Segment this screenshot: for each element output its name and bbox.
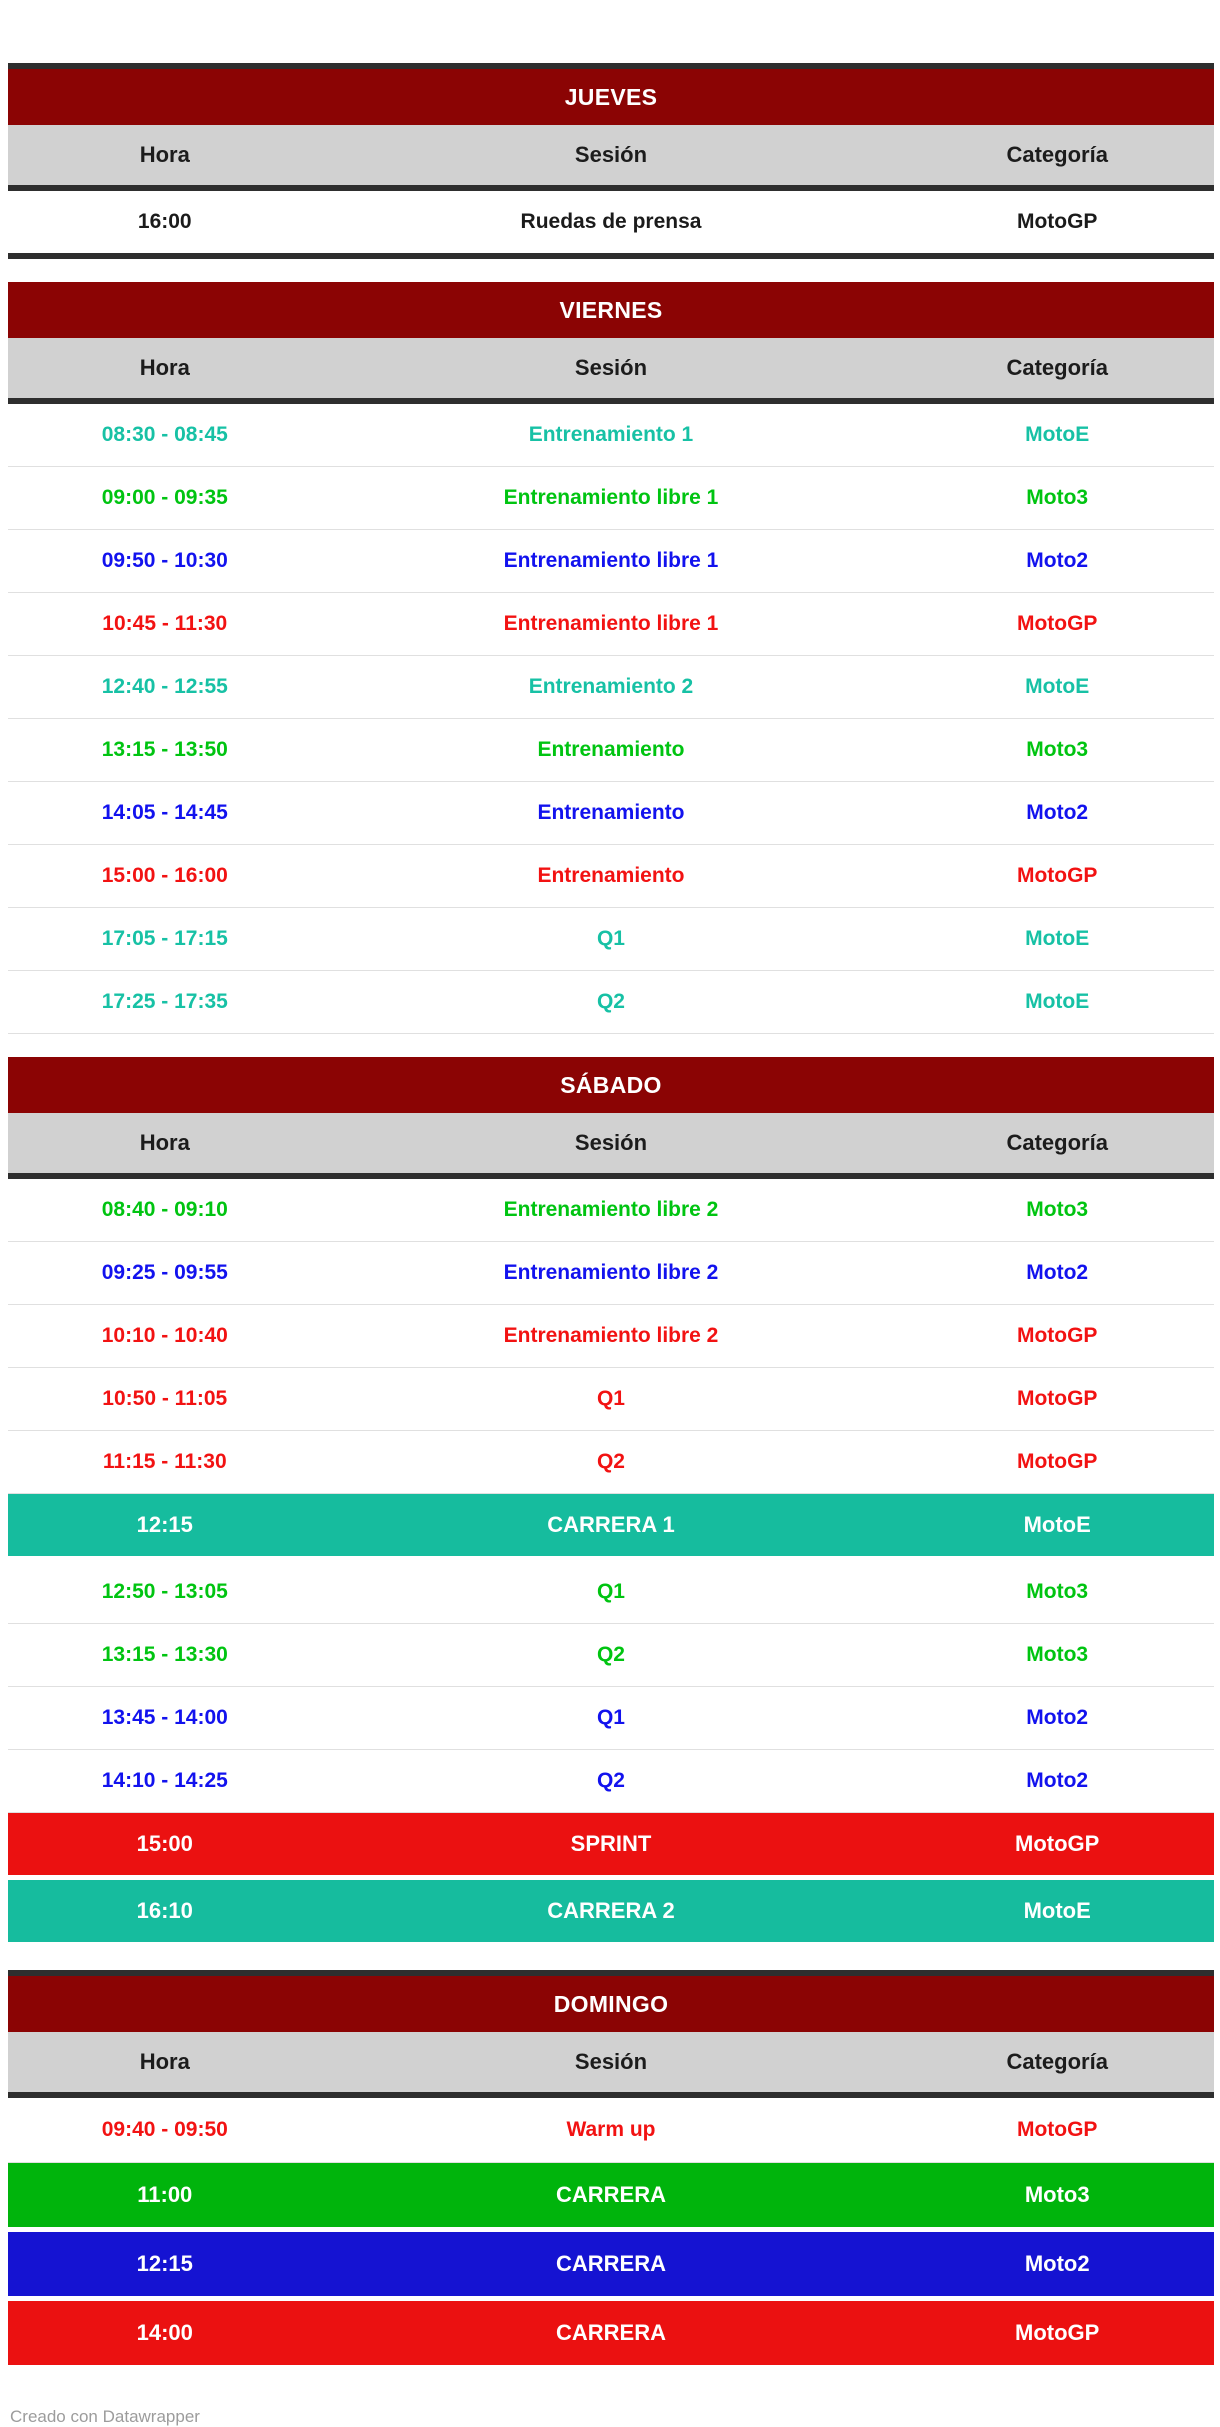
cell-hora: 16:00 <box>137 210 192 233</box>
session-row-domingo-1 <box>8 2163 1214 2232</box>
cell-hora: 13:15 - 13:30 <box>101 1643 228 1666</box>
cell-sesion: Entrenamiento libre 2 <box>503 1324 719 1347</box>
session-row-viernes-9 <box>8 971 1214 1034</box>
column-header-categoria: Categoría <box>1006 355 1108 380</box>
session-row-viernes-7 <box>8 845 1214 908</box>
datawrapper-credit-link[interactable]: Creado con Datawrapper <box>10 2407 200 2426</box>
cell-categoria: MotoGP <box>1016 2118 1098 2141</box>
column-header-categoria: Categoría <box>1006 1130 1108 1155</box>
cell-categoria: Moto2 <box>1026 1769 1089 1792</box>
cell-hora: 13:15 - 13:50 <box>101 738 228 761</box>
session-row-viernes-3 <box>8 593 1214 656</box>
session-row-sabado-6 <box>8 1561 1214 1624</box>
cell-hora: 12:15 <box>136 2251 193 2276</box>
cell-hora: 10:50 - 11:05 <box>102 1387 228 1410</box>
day-header-viernes: VIERNES <box>8 282 1214 338</box>
cell-hora: 09:50 - 10:30 <box>101 549 228 572</box>
session-row-domingo-3 <box>8 2301 1214 2370</box>
column-header-sesion: Sesión <box>574 355 648 380</box>
session-row-sabado-3 <box>8 1368 1214 1431</box>
cell-categoria: Moto2 <box>1026 549 1089 572</box>
day-header-domingo: DOMINGO <box>8 1976 1214 2032</box>
cell-categoria: Moto2 <box>1024 2251 1090 2276</box>
schedule-sections <box>0 63 1220 2370</box>
cell-categoria: MotoE <box>1025 990 1090 1013</box>
cell-hora: 12:50 - 13:05 <box>101 1580 228 1603</box>
column-header-sesion: Sesión <box>574 142 648 167</box>
footer <box>10 2407 1220 2427</box>
cell-hora: 10:10 - 10:40 <box>101 1324 228 1347</box>
day-header-sabado: SÁBADO <box>8 1057 1214 1113</box>
cell-sesion: Ruedas de prensa <box>520 210 702 233</box>
column-header-row <box>8 2032 1214 2098</box>
cell-categoria: MotoGP <box>1015 2320 1100 2345</box>
session-row-viernes-8 <box>8 908 1214 971</box>
cell-sesion: SPRINT <box>570 1831 652 1856</box>
day-section-sabado <box>8 1057 1214 1947</box>
column-header-sesion: Sesión <box>574 1130 648 1155</box>
cell-sesion: Q1 <box>596 1706 625 1729</box>
session-row-sabado-4 <box>8 1431 1214 1494</box>
cell-hora: 10:45 - 11:30 <box>102 612 228 635</box>
session-row-jueves-0 <box>8 191 1214 259</box>
session-row-sabado-2 <box>8 1305 1214 1368</box>
cell-sesion: Entrenamiento libre 2 <box>503 1261 719 1284</box>
cell-categoria: MotoE <box>1025 927 1090 950</box>
cell-categoria: MotoE <box>1023 1898 1091 1923</box>
cell-categoria: Moto3 <box>1026 738 1089 761</box>
cell-categoria: MotoGP <box>1016 612 1098 635</box>
cell-categoria: Moto2 <box>1026 1706 1089 1729</box>
cell-sesion: Q1 <box>596 1387 625 1410</box>
session-row-viernes-0 <box>8 404 1214 467</box>
session-row-viernes-5 <box>8 719 1214 782</box>
cell-hora: 16:10 <box>136 1898 193 1923</box>
cell-hora: 17:05 - 17:15 <box>101 927 228 950</box>
column-header-hora: Hora <box>139 355 190 380</box>
cell-hora: 12:15 <box>136 1512 193 1537</box>
column-header-hora: Hora <box>139 1130 190 1155</box>
cell-hora: 08:40 - 09:10 <box>101 1198 228 1221</box>
cell-sesion: CARRERA <box>555 2320 666 2345</box>
cell-hora: 12:40 - 12:55 <box>101 675 228 698</box>
session-row-sabado-0 <box>8 1179 1214 1242</box>
session-row-sabado-5 <box>8 1494 1214 1561</box>
cell-hora: 09:25 - 09:55 <box>101 1261 228 1284</box>
column-header-categoria: Categoría <box>1006 2049 1108 2074</box>
session-row-sabado-1 <box>8 1242 1214 1305</box>
cell-sesion: CARRERA <box>555 2251 666 2276</box>
session-row-viernes-1 <box>8 467 1214 530</box>
column-header-row <box>8 338 1214 404</box>
session-row-viernes-6 <box>8 782 1214 845</box>
cell-hora: 08:30 - 08:45 <box>101 423 228 446</box>
cell-sesion: CARRERA 2 <box>547 1898 675 1923</box>
cell-sesion: Entrenamiento 1 <box>528 423 694 446</box>
cell-sesion: CARRERA 1 <box>547 1512 675 1537</box>
cell-categoria: MotoE <box>1025 423 1090 446</box>
cell-categoria: Moto3 <box>1026 1643 1089 1666</box>
cell-sesion: Entrenamiento <box>537 801 685 824</box>
cell-hora: 15:00 <box>136 1831 193 1856</box>
cell-sesion: Warm up <box>566 2118 656 2141</box>
cell-hora: 11:00 <box>137 2182 193 2207</box>
cell-categoria: MotoE <box>1023 1512 1091 1537</box>
cell-sesion: Entrenamiento libre 1 <box>503 486 719 509</box>
cell-hora: 15:00 - 16:00 <box>101 864 228 887</box>
cell-hora: 17:25 - 17:35 <box>101 990 228 1013</box>
cell-categoria: Moto2 <box>1026 1261 1089 1284</box>
cell-categoria: MotoGP <box>1016 1324 1098 1347</box>
cell-sesion: Entrenamiento <box>537 864 685 887</box>
cell-sesion: Q2 <box>596 1450 625 1473</box>
cell-sesion: Q2 <box>596 990 625 1013</box>
session-row-sabado-11 <box>8 1880 1214 1947</box>
cell-categoria: Moto2 <box>1026 801 1089 824</box>
session-row-sabado-9 <box>8 1750 1214 1813</box>
cell-hora: 14:05 - 14:45 <box>101 801 228 824</box>
cell-sesion: Entrenamiento libre 1 <box>503 612 719 635</box>
cell-categoria: Moto3 <box>1026 486 1089 509</box>
cell-categoria: Moto3 <box>1026 1580 1089 1603</box>
session-row-sabado-10 <box>8 1813 1214 1880</box>
cell-hora: 14:00 <box>136 2320 193 2345</box>
column-header-categoria: Categoría <box>1006 142 1108 167</box>
cell-categoria: MotoGP <box>1016 1387 1098 1410</box>
session-row-domingo-2 <box>8 2232 1214 2301</box>
cell-categoria: Moto3 <box>1026 1198 1089 1221</box>
session-row-sabado-8 <box>8 1687 1214 1750</box>
cell-sesion: Entrenamiento libre 2 <box>503 1198 719 1221</box>
cell-hora: 09:00 - 09:35 <box>101 486 228 509</box>
column-header-hora: Hora <box>139 2049 190 2074</box>
column-header-sesion: Sesión <box>574 2049 648 2074</box>
cell-categoria: MotoGP <box>1016 1450 1098 1473</box>
cell-sesion: Q1 <box>596 927 625 950</box>
session-row-domingo-0 <box>8 2098 1214 2163</box>
cell-sesion: CARRERA <box>555 2182 666 2207</box>
column-header-row <box>8 1113 1214 1179</box>
cell-sesion: Q2 <box>596 1769 625 1792</box>
session-row-viernes-4 <box>8 656 1214 719</box>
session-row-viernes-2 <box>8 530 1214 593</box>
cell-categoria: MotoGP <box>1015 1831 1100 1856</box>
day-header-jueves: JUEVES <box>8 69 1214 125</box>
cell-hora: 09:40 - 09:50 <box>101 2118 228 2141</box>
cell-sesion: Q2 <box>596 1643 625 1666</box>
day-section-jueves <box>8 63 1214 259</box>
cell-categoria: Moto3 <box>1024 2182 1090 2207</box>
cell-sesion: Entrenamiento libre 1 <box>503 549 719 572</box>
column-header-hora: Hora <box>139 142 190 167</box>
cell-categoria: MotoGP <box>1016 864 1098 887</box>
cell-hora: 13:45 - 14:00 <box>101 1706 228 1729</box>
cell-sesion: Entrenamiento <box>537 738 685 761</box>
session-row-sabado-7 <box>8 1624 1214 1687</box>
cell-hora: 14:10 - 14:25 <box>101 1769 228 1792</box>
cell-categoria: MotoGP <box>1016 210 1098 233</box>
day-section-viernes <box>8 282 1214 1034</box>
cell-sesion: Q1 <box>596 1580 625 1603</box>
cell-hora: 11:15 - 11:30 <box>102 1450 227 1473</box>
day-section-domingo <box>8 1970 1214 2370</box>
column-header-row <box>8 125 1214 191</box>
cell-sesion: Entrenamiento 2 <box>528 675 694 698</box>
cell-categoria: MotoE <box>1025 675 1090 698</box>
